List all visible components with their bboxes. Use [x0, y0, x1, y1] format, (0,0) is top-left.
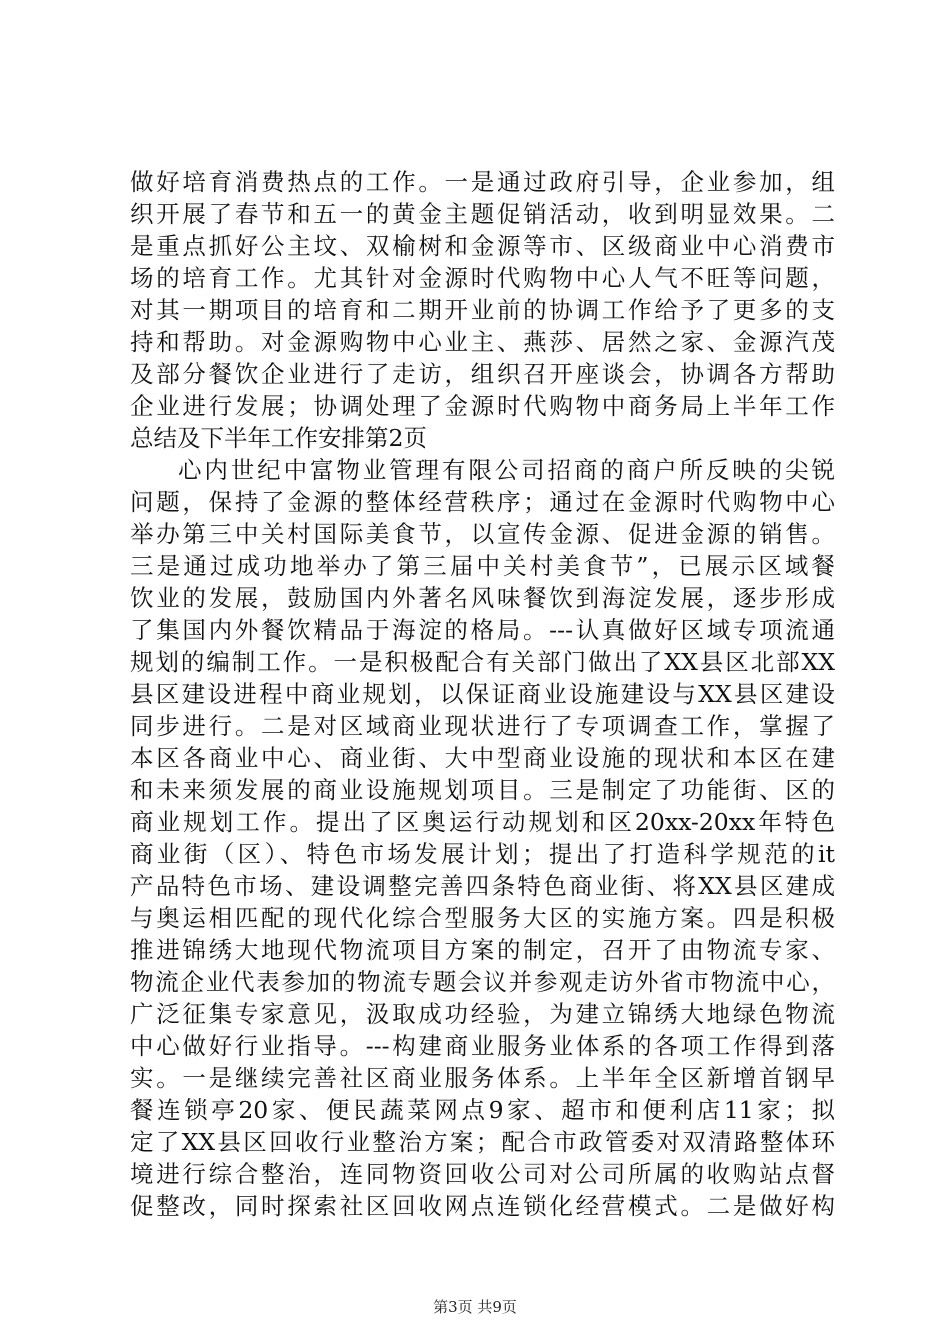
body-text: [130, 166, 835, 1222]
text-line: 同步进行。二是对区域商业现状进行了专项调查工作，掌握了: [130, 712, 835, 740]
text-line: 心内世纪中富物业管理有限公司招商的商户所反映的尖锐: [178, 456, 835, 484]
text-line: 场的培育工作。尤其针对金源时代购物中心人气不旺等问题，: [130, 264, 835, 292]
text-line: 中心做好行业指导。---构建商业服务业体系的各项工作得到落: [130, 1032, 835, 1060]
text-line: 对其一期项目的培育和二期开业前的协调工作给予了更多的支: [130, 296, 835, 324]
text-line: 规划的编制工作。一是积极配合有关部门做出了XX县区北部XX: [130, 648, 835, 676]
text-line: 物流企业代表参加的物流专题会议并参观走访外省市物流中心，: [130, 968, 835, 996]
text-line: 境进行综合整治，连同物资回收公司对公司所属的收购站点督: [130, 1160, 835, 1188]
text-line: 持和帮助。对金源购物中心业主、燕莎、居然之家、金源汽茂: [130, 328, 835, 356]
text-line: 推进锦绣大地现代物流项目方案的制定，召开了由物流专家、: [130, 936, 835, 964]
text-line: 总结及下半年工作安排第2页: [130, 424, 427, 452]
text-line: 本区各商业中心、商业街、大中型商业设施的现状和本区在建: [130, 744, 835, 772]
text-line: 问题，保持了金源的整体经营秩序；通过在金源时代购物中心: [130, 488, 835, 516]
text-line: 定了XX县区回收行业整治方案；配合市政管委对双清路整体环: [130, 1128, 835, 1156]
page-number: 第3页 共9页: [433, 1298, 517, 1316]
page-footer: [0, 1296, 950, 1317]
text-line: 饮业的发展，鼓励国内外著名风味餐饮到海淀发展，逐步形成: [130, 584, 835, 612]
text-line: 和未来须发展的商业设施规划项目。三是制定了功能街、区的: [130, 776, 835, 804]
text-line: 商业街（区）、特色市场发展计划；提出了打造科学规范的it: [130, 840, 835, 868]
text-line: 及部分餐饮企业进行了走访，组织召开座谈会，协调各方帮助: [130, 360, 835, 388]
text-line: 餐连锁亭20家、便民蔬菜网点9家、超市和便利店11家；拟: [130, 1096, 835, 1124]
text-line: 了集国内外餐饮精品于海淀的格局。---认真做好区域专项流通: [130, 616, 835, 644]
text-line: 是重点抓好公主坟、双榆树和金源等市、区级商业中心消费市: [130, 232, 835, 260]
text-line: 促整改，同时探索社区回收网点连锁化经营模式。二是做好构: [130, 1192, 835, 1220]
text-line: 举办第三中关村国际美食节，以宣传金源、促进金源的销售。: [130, 520, 835, 548]
text-line: 商业规划工作。提出了区奥运行动规划和区20xx-20xx年特色: [130, 808, 835, 836]
text-line: 广泛征集专家意见，汲取成功经验，为建立锦绣大地绿色物流: [130, 1000, 835, 1028]
text-line: 产品特色市场、建设调整完善四条特色商业街、将XX县区建成: [130, 872, 835, 900]
text-line: 织开展了春节和五一的黄金主题促销活动，收到明显效果。二: [130, 200, 835, 228]
text-line: 实。一是继续完善社区商业服务体系。上半年全区新增首钢早: [130, 1064, 835, 1092]
text-line: 与奥运相匹配的现代化综合型服务大区的实施方案。四是积极: [130, 904, 835, 932]
text-line: 三是通过成功地举办了第三届中关村美食节”，已展示区域餐: [130, 552, 835, 580]
text-line: 企业进行发展；协调处理了金源时代购物中商务局上半年工作: [130, 392, 835, 420]
text-line: 做好培育消费热点的工作。一是通过政府引导，企业参加，组: [130, 168, 835, 196]
text-line: 县区建设进程中商业规划，以保证商业设施建设与XX县区建设: [130, 680, 835, 708]
